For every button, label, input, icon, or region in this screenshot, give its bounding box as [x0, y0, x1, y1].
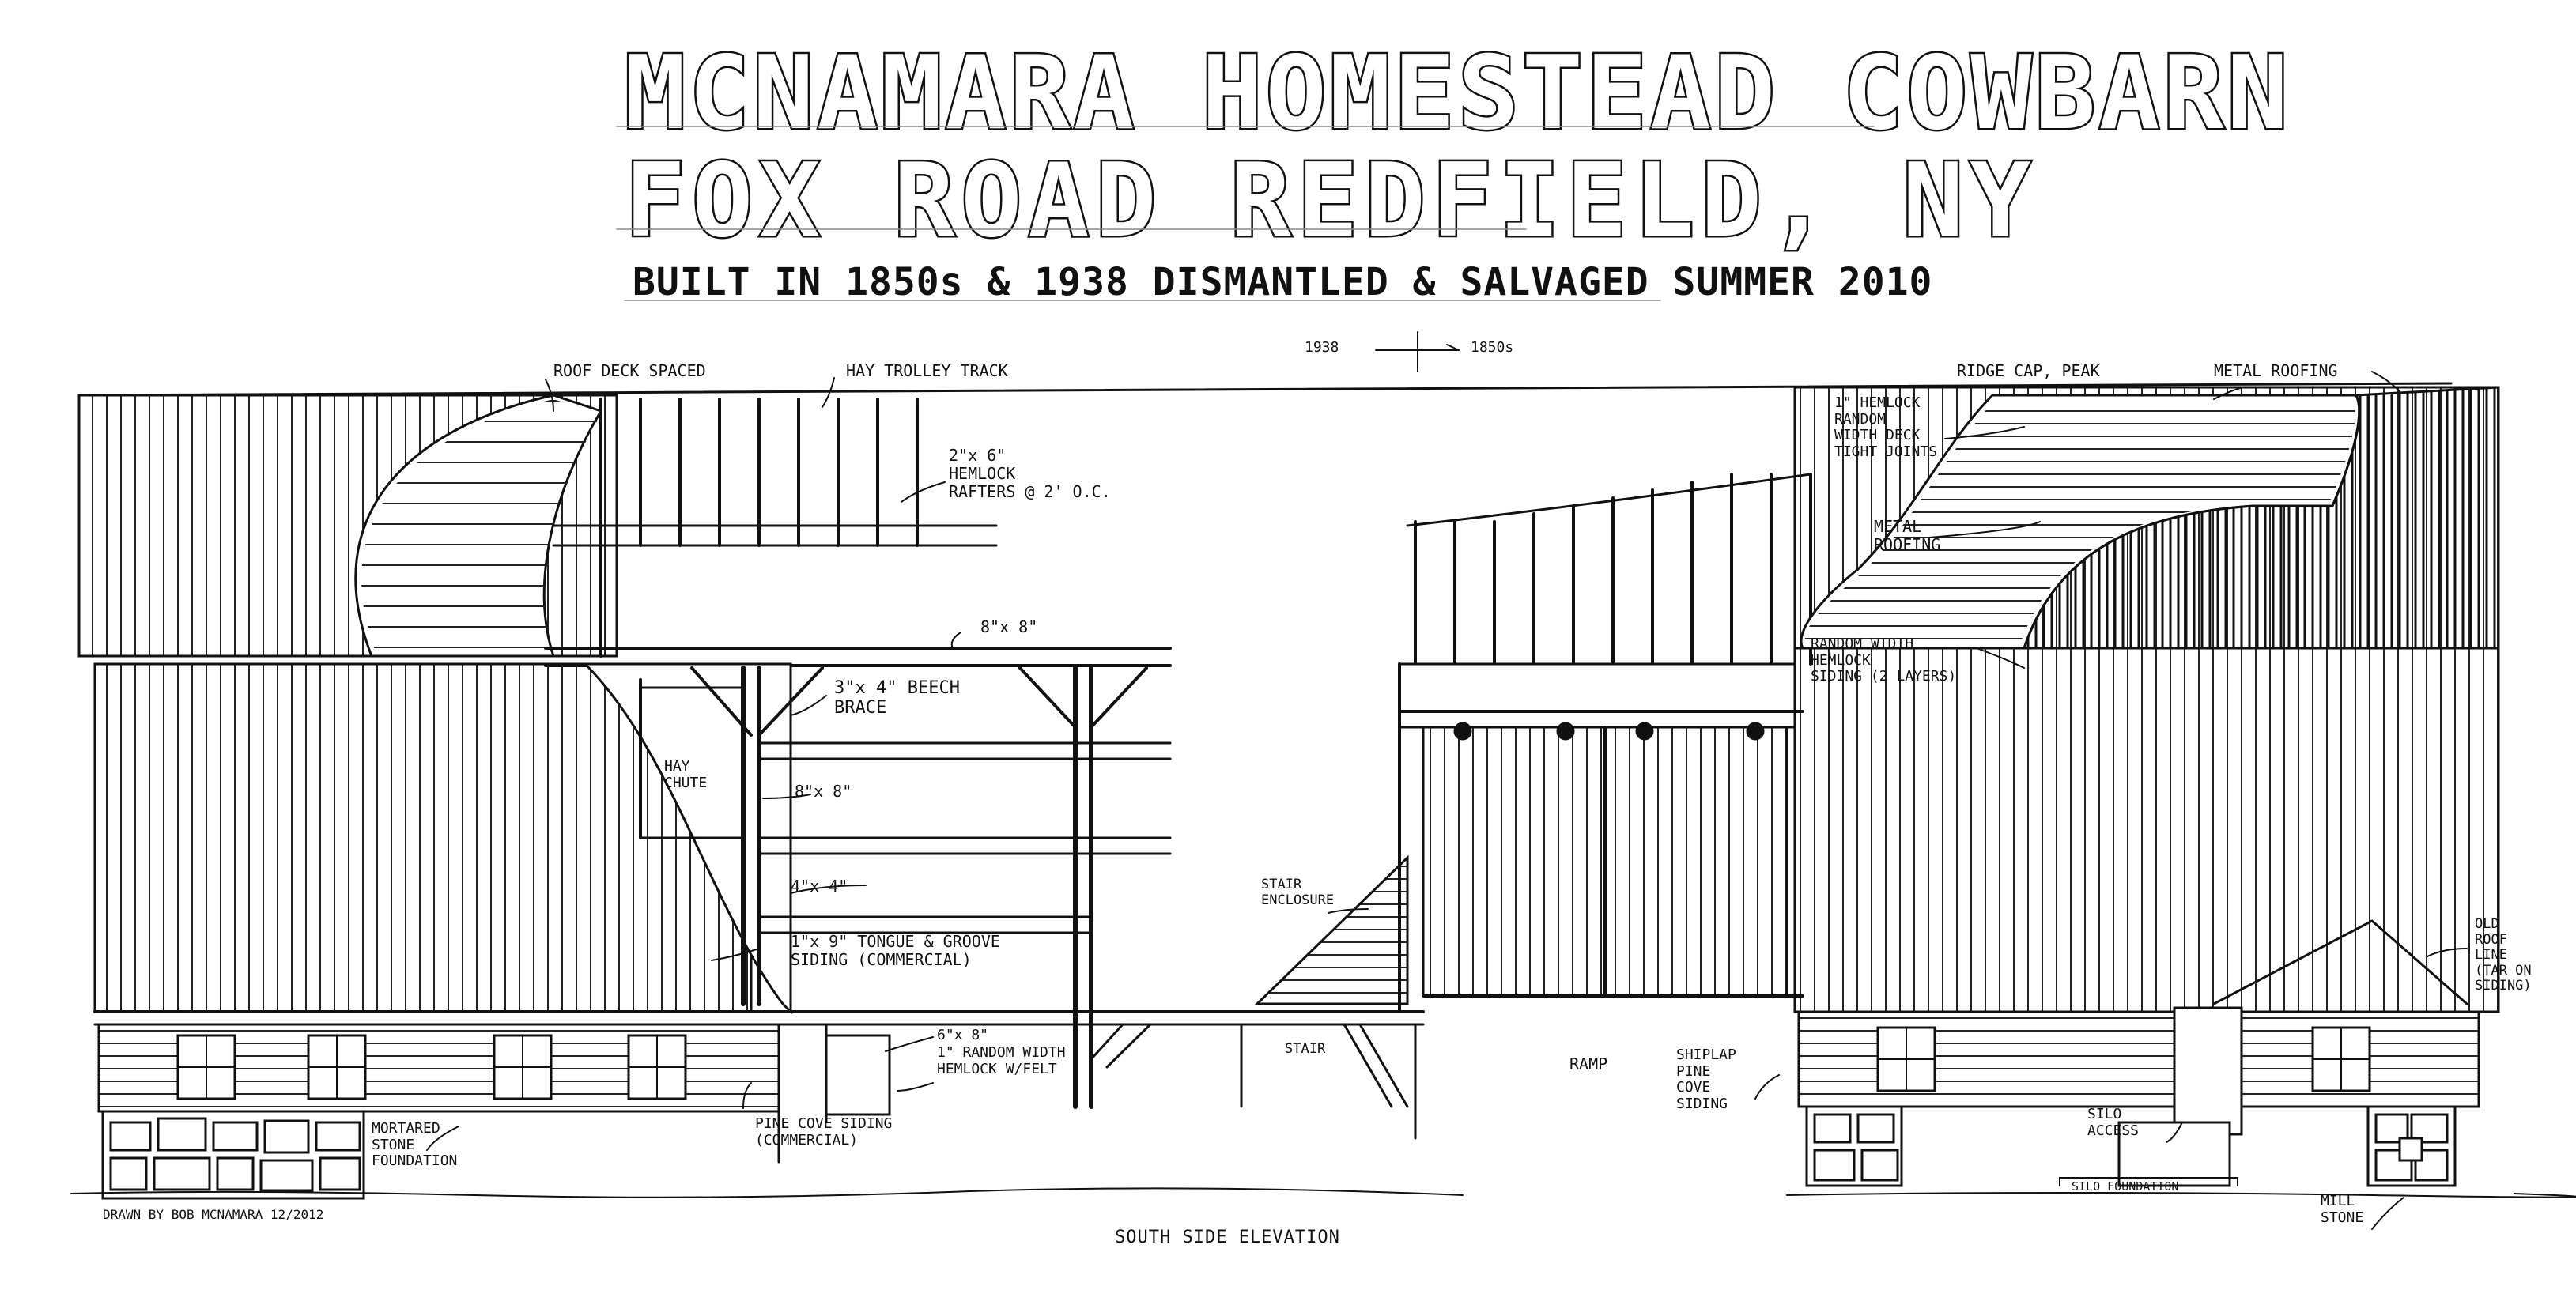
- label-1938: 1938: [1305, 339, 1339, 356]
- label-old-roof-line-2: ROOF: [2475, 931, 2507, 948]
- label-beech-brace-line-2: BRACE: [834, 698, 887, 719]
- label-mortared-line-3: FOUNDATION: [372, 1152, 458, 1170]
- subtitle: BUILT IN 1850s & 1938 DISMANTLED & SALVAGED SUMMER 2010: [633, 260, 1933, 304]
- label-hemlock-deck-line-3: WIDTH DECK: [1834, 427, 1921, 444]
- label-old-roof-line-5: SIDING): [2475, 978, 2532, 994]
- label-random-width-line-2: HEMLOCK W/FELT: [937, 1060, 1057, 1077]
- label-pine-cove: [755, 1116, 892, 1149]
- label-ridge-cap: RIDGE CAP, PEAK: [1957, 361, 2100, 380]
- label-rafters-line-2: HEMLOCK: [949, 464, 1016, 483]
- label-pine-cove-line-1: PINE COVE SIDING: [755, 1115, 893, 1132]
- label-mortared-line-1: MORTARED: [372, 1120, 440, 1137]
- label-stair-enclosure-line-2: ENCLOSURE: [1261, 892, 1335, 908]
- label-hay-chute-line-2: CHUTE: [664, 774, 708, 791]
- label-roof-deck-spaced: ROOF DECK SPACED: [553, 361, 706, 380]
- label-stair-enclosure-line-1: STAIR: [1261, 877, 1302, 892]
- title-line-1: MCNAMARA HOMESTEAD COWBARN: [625, 35, 2291, 153]
- label-silo-access-line-2: ACCESS: [2087, 1122, 2140, 1139]
- label-random-width-siding-line-1: RANDOM WIDTH: [1811, 636, 1914, 652]
- label-pine-cove-line-2: (COMMERCIAL): [755, 1131, 859, 1149]
- label-random-width-line-1: 1" RANDOM WIDTH: [937, 1044, 1066, 1061]
- label-hay-trolley-track: HAY TROLLEY TRACK: [846, 361, 1008, 380]
- label-mill-stone: [2321, 1194, 2363, 1226]
- label-old-roof-line-1: OLD: [2475, 916, 2499, 932]
- label-8x8-top: 8"x 8": [980, 617, 1038, 636]
- label-mill-stone-line-1: MILL: [2321, 1193, 2355, 1209]
- label-old-roof-line-4: (TAR ON: [2475, 962, 2532, 979]
- label-stair: STAIR: [1285, 1041, 1326, 1057]
- label-stair-enclosure: [1261, 877, 1334, 908]
- label-old-roof-line: [2475, 917, 2532, 994]
- label-metal-roofing-mid-line-2: ROOFING: [1874, 535, 1941, 554]
- label-1850s: 1850s: [1471, 339, 1514, 356]
- label-tongue-groove-line-2: SIDING (COMMERCIAL): [791, 950, 972, 969]
- label-4x4: 4"x 4": [791, 877, 848, 896]
- label-mortared-foundation: [372, 1121, 457, 1170]
- label-beech-brace-line-1: 3"x 4" BEECH: [834, 678, 960, 698]
- label-metal-roofing-mid-line-1: METAL: [1874, 517, 1922, 536]
- label-shiplap-line-4: SIDING: [1676, 1096, 1728, 1113]
- label-random-width-siding-line-2: HEMLOCK: [1811, 651, 1871, 669]
- label-random-width: [937, 1045, 1066, 1077]
- label-rafters-line-3: RAFTERS @ 2' O.C.: [949, 482, 1111, 501]
- label-mortared-line-2: STONE: [372, 1136, 415, 1153]
- label-silo-access: [2087, 1107, 2139, 1139]
- label-old-roof-line-3: LINE: [2475, 947, 2507, 964]
- label-mill-stone-line-2: STONE: [2321, 1209, 2364, 1226]
- label-hemlock-deck-line-1: 1" HEMLOCK: [1834, 394, 1921, 411]
- label-hemlock-deck-line-2: RANDOM: [1834, 410, 1887, 428]
- label-random-width-siding-line-3: SIDING (2 LAYERS): [1811, 668, 1957, 685]
- label-metal-roofing-mid: [1874, 518, 1940, 554]
- label-metal-roofing-top: METAL ROOFING: [2214, 361, 2338, 380]
- label-rafters-line-1: 2"x 6": [949, 446, 1007, 465]
- label-shiplap: [1676, 1047, 1736, 1113]
- label-hemlock-deck: [1834, 395, 1937, 461]
- label-hay-chute: [664, 759, 707, 791]
- label-silo-access-line-1: SILO: [2087, 1106, 2122, 1122]
- label-random-width-siding: [1811, 636, 1956, 685]
- label-beech-brace: [834, 678, 960, 719]
- label-shiplap-line-1: SHIPLAP: [1676, 1047, 1736, 1063]
- label-tongue-groove: [791, 933, 1000, 969]
- title-line-2: FOX ROAD REDFIELD, NY: [625, 142, 2038, 260]
- label-6x8: 6"x 8": [937, 1027, 989, 1043]
- label-shiplap-line-2: PINE: [1676, 1062, 1711, 1080]
- drawing-credit: DRAWN BY BOB MCNAMARA 12/2012: [103, 1207, 324, 1222]
- label-tongue-groove-line-1: 1"x 9" TONGUE & GROOVE: [791, 932, 1000, 951]
- drawing-caption: SOUTH SIDE ELEVATION: [1115, 1228, 1340, 1247]
- label-shiplap-line-3: COVE: [1676, 1079, 1711, 1096]
- label-silo-foundation: SILO FOUNDATION: [2072, 1179, 2179, 1194]
- label-rafters: [949, 447, 1111, 501]
- label-hay-chute-line-1: HAY: [664, 758, 690, 775]
- label-ramp: RAMP: [1569, 1054, 1608, 1073]
- label-8x8-mid: 8"x 8": [795, 782, 852, 801]
- label-hemlock-deck-line-4: TIGHT JOINTS: [1834, 443, 1938, 461]
